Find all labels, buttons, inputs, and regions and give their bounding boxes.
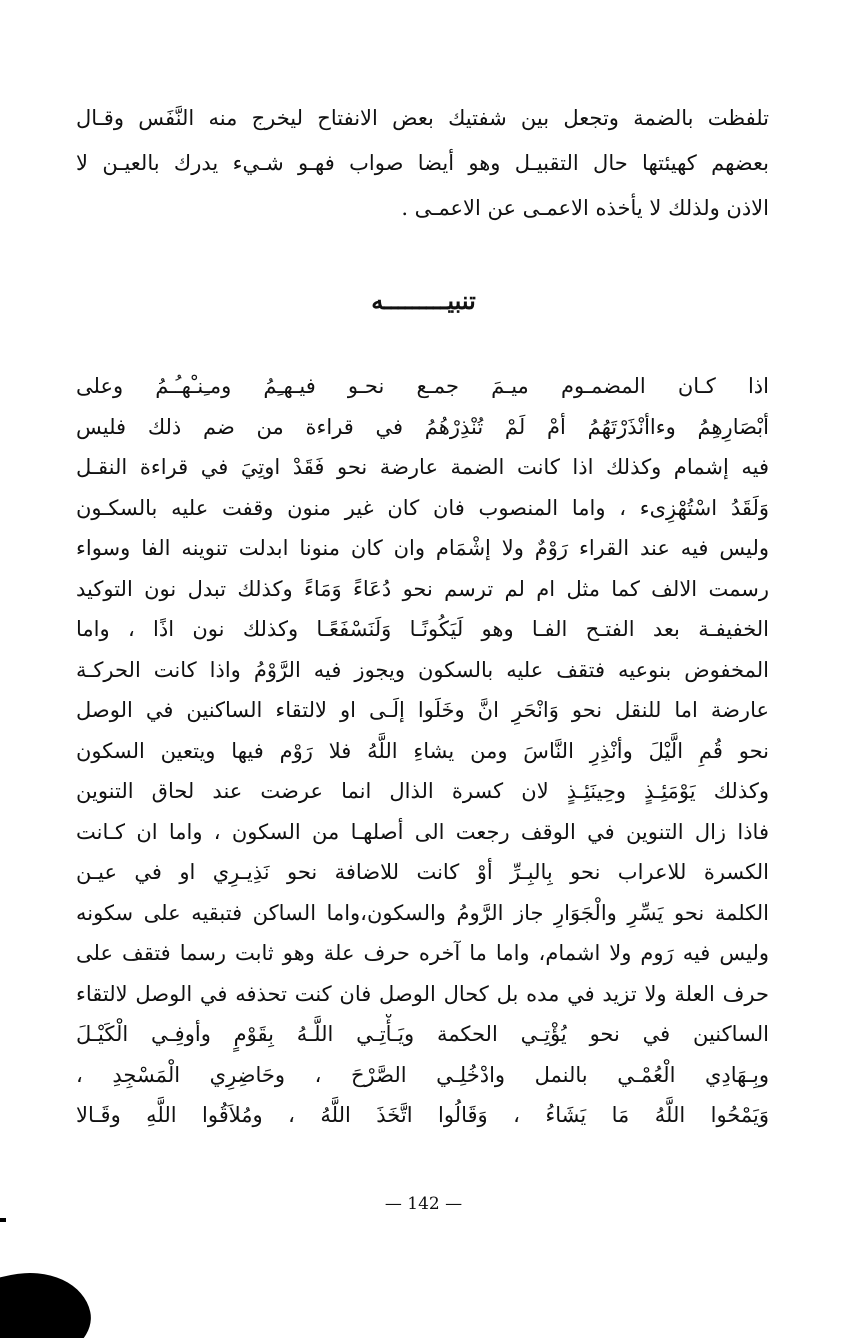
text-line: وبِـهَادِي الْعُمْـي بالنمل وادْخُلِـي الصَّرْحَ ، وحَاضِرِي الْمَسْجِدِ ،	[76, 1062, 769, 1087]
scan-artifact-mark	[0, 1218, 6, 1222]
top-paragraph	[76, 96, 769, 231]
text-line: الخفيفـة بعد الفتـح الفـا وهو لَيَكُونًـا وَلَنَسْفَعًـا وكذلك نون اذًا ، واما	[76, 617, 769, 641]
text-line: وَلَقَدُ اسْتُهْزِىء ، واما المنصوب فان كان غير منون وقفت عليه بالسكـون	[76, 495, 769, 520]
text-line: وَيَمْحُوا اللَّهُ مَا يَشَاءُ ، وَقَالُوا اتَّخَذَ اللَّهُ ، ومُلاَقُوا اللَّهِ وقَـالا	[76, 1103, 769, 1127]
text-line: عارضة اما للنقل نحو وَانْحَرِ انَّ وخَلَوا إلَـى او لالتقاء الساكنين في الوصل	[76, 698, 769, 722]
text-line: حرف العلة ولا تزيد في مده بل كحال الوصل فان كنت تحذفه في الوصل لالتقاء	[76, 981, 769, 1006]
text-line: فاذا زال التنوين في الوقف رجعت الى أصلهـا من السكون ، واما ان كـانت	[76, 819, 769, 844]
text-line: الكلمة نحو يَسِّرِ والْجَوَارِ جاز الرَّومُ والسكون،واما الساكن فتبقيه على سكونه	[76, 900, 769, 925]
text-line: أبْصَارِهِمُ وءاأنْذَرْتَهُمُ أمْ لَمْ تُنْذِرْهُمُ في قراءة من ضم ذلك فليس	[76, 414, 769, 439]
text-line: الكسرة للاعراب نحو بِالبِـرِّ أوْ كانت للاضافة نحو نَذِيـرِي او في عيـن	[76, 860, 769, 884]
text-line: نحو قُمِ الَّيْلَ وأنْذِرِ النَّاسَ ومن يشاءِ اللَّهُ فلا رَوْم فيها ويتعين السكون	[76, 738, 769, 763]
text-line: وليس فيه رَوم ولا اشمام، واما ما آخره حرف علة وهو ثابت رسما فتقف على	[76, 941, 769, 965]
text-line: الاذن ولذلك لا يأخذه الاعمـى عن الاعمـى .	[401, 196, 769, 220]
scan-artifact-blot	[0, 1261, 98, 1338]
text-line: بعضهم كهيئتها حال التقبيـل وهو أيضا صواب فهـو شـيء يدرك بالعيـن لا	[76, 151, 769, 175]
text-line: وكذلك يَوْمَئِـذٍ وحِينَئِـذٍ لان كسرة الذال انما عرضت عند لحاق التنوين	[76, 779, 769, 803]
text-line: اذا كـان المضمـوم ميـمَ جمـع نحـو فيـهـِمُ ومـِنـْهـُـمُ وعلى	[76, 374, 769, 398]
text-line: فيه إشمام وكذلك اذا كانت الضمة عارضة نحو فَقَدْ اوتِيَ في قراءة النقـل	[76, 455, 769, 479]
page-number: — 142 —	[384, 1194, 463, 1214]
text-line: الساكنين في نحو يُؤْتِـي الحكمة ويَـأْتِـي اللَّـهُ بِقَوْمٍ وأوفِـي الْكَيْـلَ	[76, 1022, 769, 1046]
text-line: وليس فيه عند القراء رَوْمٌ ولا إشْمَام وان كان منونا ابدلت تنوينه الفا وسواء	[76, 536, 769, 560]
main-paragraph	[76, 366, 769, 1136]
text-line: المخفوض بنوعيه فتقف عليه بالسكون ويجوز فيه الرَّوْمُ واذا كانت الحركـة	[76, 657, 769, 682]
text-line: رسمت الالف كما مثل ام لم ترسم نحو دُعَاءً وَمَاءً وكذلك تبدل نون التوكيد	[76, 576, 769, 601]
text-line: تلفظت بالضمة وتجعل بين شفتيك بعض الانفتاح ليخرج منه النَّفَس وقـال	[76, 106, 769, 130]
section-heading: تنبيـــــــــه	[371, 286, 476, 315]
